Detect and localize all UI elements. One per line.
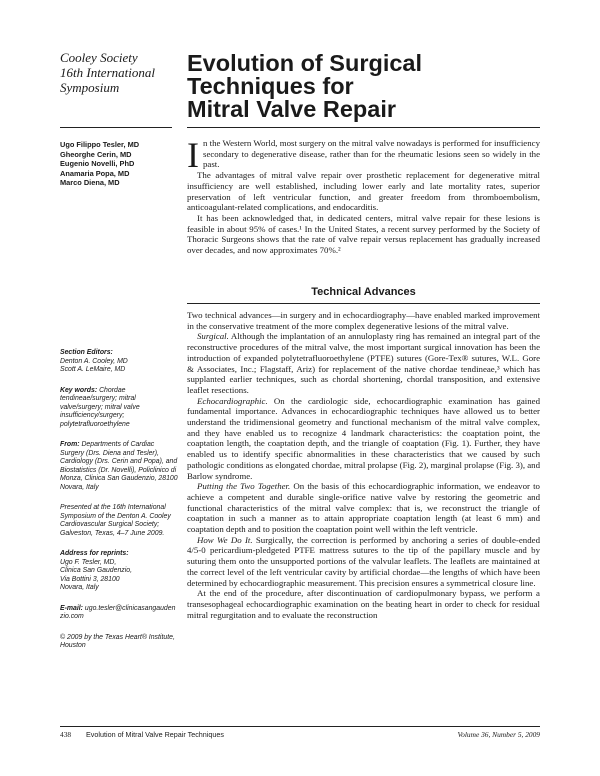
howwedo-label: How We Do It. — [197, 534, 253, 545]
body-paragraph-howwedo: How We Do It. Surgically, the correction is performed by anchoring a series of double-ended 4/5-0 pericardium-pledgeted PTFE mattress sutures to the tip of the papillary muscle and by suturing them onto the unsupported portions of the valvular leaflets. The leaflets are maintained at the correct level of the left ventricular cavity by artificial chordae—the lengths of which have been determined by echocardiographic measurement. This precision ensures a symmetrical closure line. — [187, 534, 540, 588]
author: Eugenio Novelli, PhD — [60, 159, 135, 169]
email-link[interactable]: ugo.tesler@clinicasangaudenzio.com — [60, 604, 176, 620]
page-number: 438 — [60, 730, 72, 739]
intro-text — [187, 135, 540, 256]
body-paragraph: Two technical advances—in surgery and in echocardiography—have enabled marked improvement in the conservative treatment of the more complex degenerative lesions of the mitral valve. — [187, 310, 540, 331]
series-line-2: 16th International — [60, 65, 155, 80]
running-title: Evolution of Mitral Valve Repair Techniques — [86, 730, 224, 739]
section-editors: Section Editors: Denton A. Cooley, MD Scott A. LeMaire, MD — [60, 349, 128, 373]
together-label: Putting the Two Together. — [197, 481, 291, 492]
author: Gheorghe Cerin, MD — [60, 149, 132, 159]
volume-info: Volume 36, Number 5, 2009 — [457, 730, 540, 739]
intro-paragraph-1: In the Western World, most surgery on the mitral valve nowadays is performed for insufficiency secondary to degenerative disease, rather than for the rheumatic lesions seen so widely in the past. — [187, 135, 540, 175]
author: Anamaria Popa, MD — [60, 168, 130, 178]
intro-paragraph-2: The advantages of mitral valve repair over prosthetic replacement for degenerative mitral insufficiency are well established, including lower early and late mortality rates, superior preservation of left ventricular function, and greater freedom from thromboembolism, anticoagulant-related complications, and endocarditis. — [187, 170, 540, 213]
keywords: Key words: Chordae tendineae/surgery; mitral valve/surgery; mitral valve insufficiency/surgery; polytetrafluoroethylene — [60, 386, 140, 428]
sidebar-top-rule — [60, 127, 172, 128]
copyright: © 2009 by the Texas Heart® Institute, Houston — [60, 633, 175, 649]
article-title — [187, 52, 547, 121]
body-paragraph-together: Putting the Two Together. On the basis of this echocardiographic information, we endeavor to achieve a competent and durable single-orifice native valve by restoring the geometric and functional characteristics of the mitral valve complex: that is, we reconstruct the triangle of coaptation in such a manner as to attain appropriate coaptation length (at least 6 mm) and coaptation depth and to position the coaptation point well within the left ventricle. — [187, 481, 540, 535]
title-line-3: Mitral Valve Repair — [187, 96, 396, 122]
echo-label: Echocardiographic. — [197, 395, 268, 406]
author-list — [60, 140, 180, 188]
body-paragraph-end: At the end of the procedure, after discontinuation of cardiopulmonary bypass, we perform a transesophageal echocardiographic examination on the beating heart in order to check for residual mitral regurgitation and to evaluate the reconstruction — [187, 588, 540, 620]
section-rule — [187, 303, 540, 304]
body-paragraph-echo: Echocardiographic. On the cardiologic side, echocardiographic examination has gained fundamental importance. Advances in echocardiographic techniques have allowed us to better understand the tridimensional geometry and functional mechanism of the mitral valve complex, and they have enabled us to recognize 4 landmark characteristics: the coaptation point, the coaptation length, the coaptation depth, and the triangle of coaptation (Fig. 1). Further, they have enabled us to identify specific abnormalities in these characteristics that we caused by such pathologic conditions as elongated chordae, mitral prolapse (Fig. 2), marginal prolapse (Fig. 3), and Barlow syndrome. — [187, 395, 541, 481]
main-text — [187, 310, 540, 620]
sidebar-notes — [60, 349, 178, 663]
body-paragraph-surgical: Surgical. Although the implantation of an annuloplasty ring has remained an integral part of the reconstructive procedures of the mitral valve, the most important surgical innovation has been the introduction of expanded polytetrafluoroethylene (PTFE) sutures (Gore-Tex® sutures, W.L. Gore & Associates, Inc.; Flagstaff, Ariz) for replacement of the native chordae tendineae,³ which has supplanted earlier techniques, such as chordal shortening, chordal transposition, and extensive leaflet resections. — [187, 331, 540, 395]
surgical-label: Surgical. — [197, 331, 229, 342]
series-line-1: Cooley Society — [60, 50, 138, 65]
drop-cap: I — [187, 135, 199, 175]
email: E-mail: ugo.tesler@clinicasangaudenzio.com — [60, 604, 176, 620]
series-label — [60, 50, 170, 95]
reprints-address: Address for reprints: Ugo F. Tesler, MD, Clinica San Gaudenzio, Via Bottini 3, 28100 Novara, Italy — [60, 550, 133, 591]
section-heading: Technical Advances — [311, 286, 416, 298]
footer-rule — [60, 726, 540, 727]
presented-note: Presented at the 16th International Symposium of the Denton A. Cooley Cardiovascular Surgical Society; Galveston, Texas, 4–7 June 2009. — [60, 504, 171, 537]
author: Ugo Filippo Tesler, MD — [60, 140, 140, 149]
author: Marco Diena, MD — [60, 178, 120, 188]
title-rule — [187, 127, 540, 128]
intro-paragraph-3: It has been acknowledged that, in dedicated centers, mitral valve repair for these lesions is feasible in about 95% of cases.¹ In the United States, a recent survey performed by the Society of Thoracic Surgeons shows that the rate of valve repair versus replacement has gradually increased over decades, and now approximates 70%.² — [187, 212, 540, 256]
title-line-2: Techniques for — [187, 73, 354, 99]
title-line-1: Evolution of Surgical — [187, 50, 423, 76]
series-line-3: Symposium — [60, 80, 120, 95]
affiliation: From: Departments of Cardiac Surgery (Drs. Diena and Tesler), Cardiology (Drs. Cerin and Popa), and Biostatistics (Dr. Novelli), Policlinico di Monza, Clinica San Gaudenzio, 28100 Novara, Italy — [60, 441, 178, 491]
